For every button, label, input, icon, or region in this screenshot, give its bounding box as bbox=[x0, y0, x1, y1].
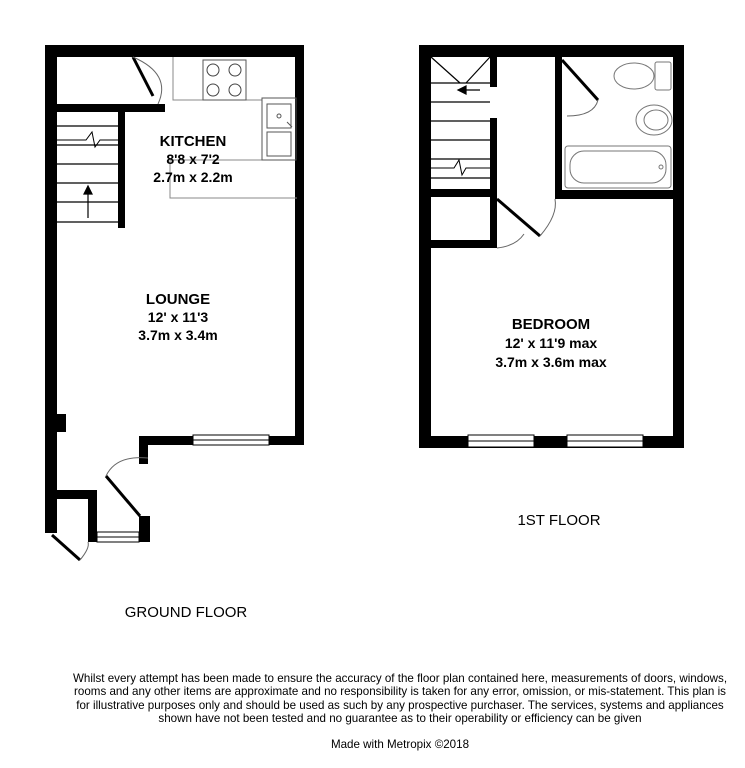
bedroom-imperial: 12' x 11'9 max bbox=[504, 335, 598, 351]
lounge-name: LOUNGE bbox=[145, 291, 211, 308]
lounge-imperial: 12' x 11'3 bbox=[147, 309, 209, 325]
toilet-bowl bbox=[614, 63, 654, 89]
kitchen-metric: 2.7m x 2.2m bbox=[153, 169, 233, 185]
first-floor-doors bbox=[497, 60, 598, 248]
metropix-credit: Made with Metropix ©2018 bbox=[330, 738, 470, 751]
first-floor-label: 1ST FLOOR bbox=[517, 512, 601, 529]
toilet-cistern bbox=[655, 62, 671, 90]
kitchen-name: KITCHEN bbox=[159, 133, 227, 150]
first-floor-walls bbox=[419, 45, 684, 448]
first-floor-stairs bbox=[431, 57, 490, 178]
lounge-metric: 3.7m x 3.4m bbox=[138, 327, 218, 343]
bathtub bbox=[565, 146, 671, 188]
kitchen-imperial: 8'8 x 7'2 bbox=[166, 151, 220, 167]
ground-floor-doors bbox=[52, 57, 162, 560]
first-floor-plan bbox=[419, 45, 684, 448]
ground-floor-windows bbox=[97, 435, 269, 542]
bedroom-metric: 3.7m x 3.6m max bbox=[495, 354, 607, 370]
bedroom-name: BEDROOM bbox=[511, 316, 591, 333]
ground-floor-label: GROUND FLOOR bbox=[124, 604, 248, 621]
wash-basin bbox=[636, 105, 672, 135]
ground-floor-stairs bbox=[57, 126, 118, 222]
disclaimer-text: Whilst every attempt has been made to ensure the accuracy of the floor plan contained here, measurements of doors, windows, rooms and any other items are approximate and no responsibility is taken for any error, omission, or mis-statement. This plan is for illustrative purposes only and should be used as such by any prospective purchaser. The services, systems and appliances shown have not been tested and no guarantee as to their operability or efficiency can be given bbox=[72, 672, 728, 726]
